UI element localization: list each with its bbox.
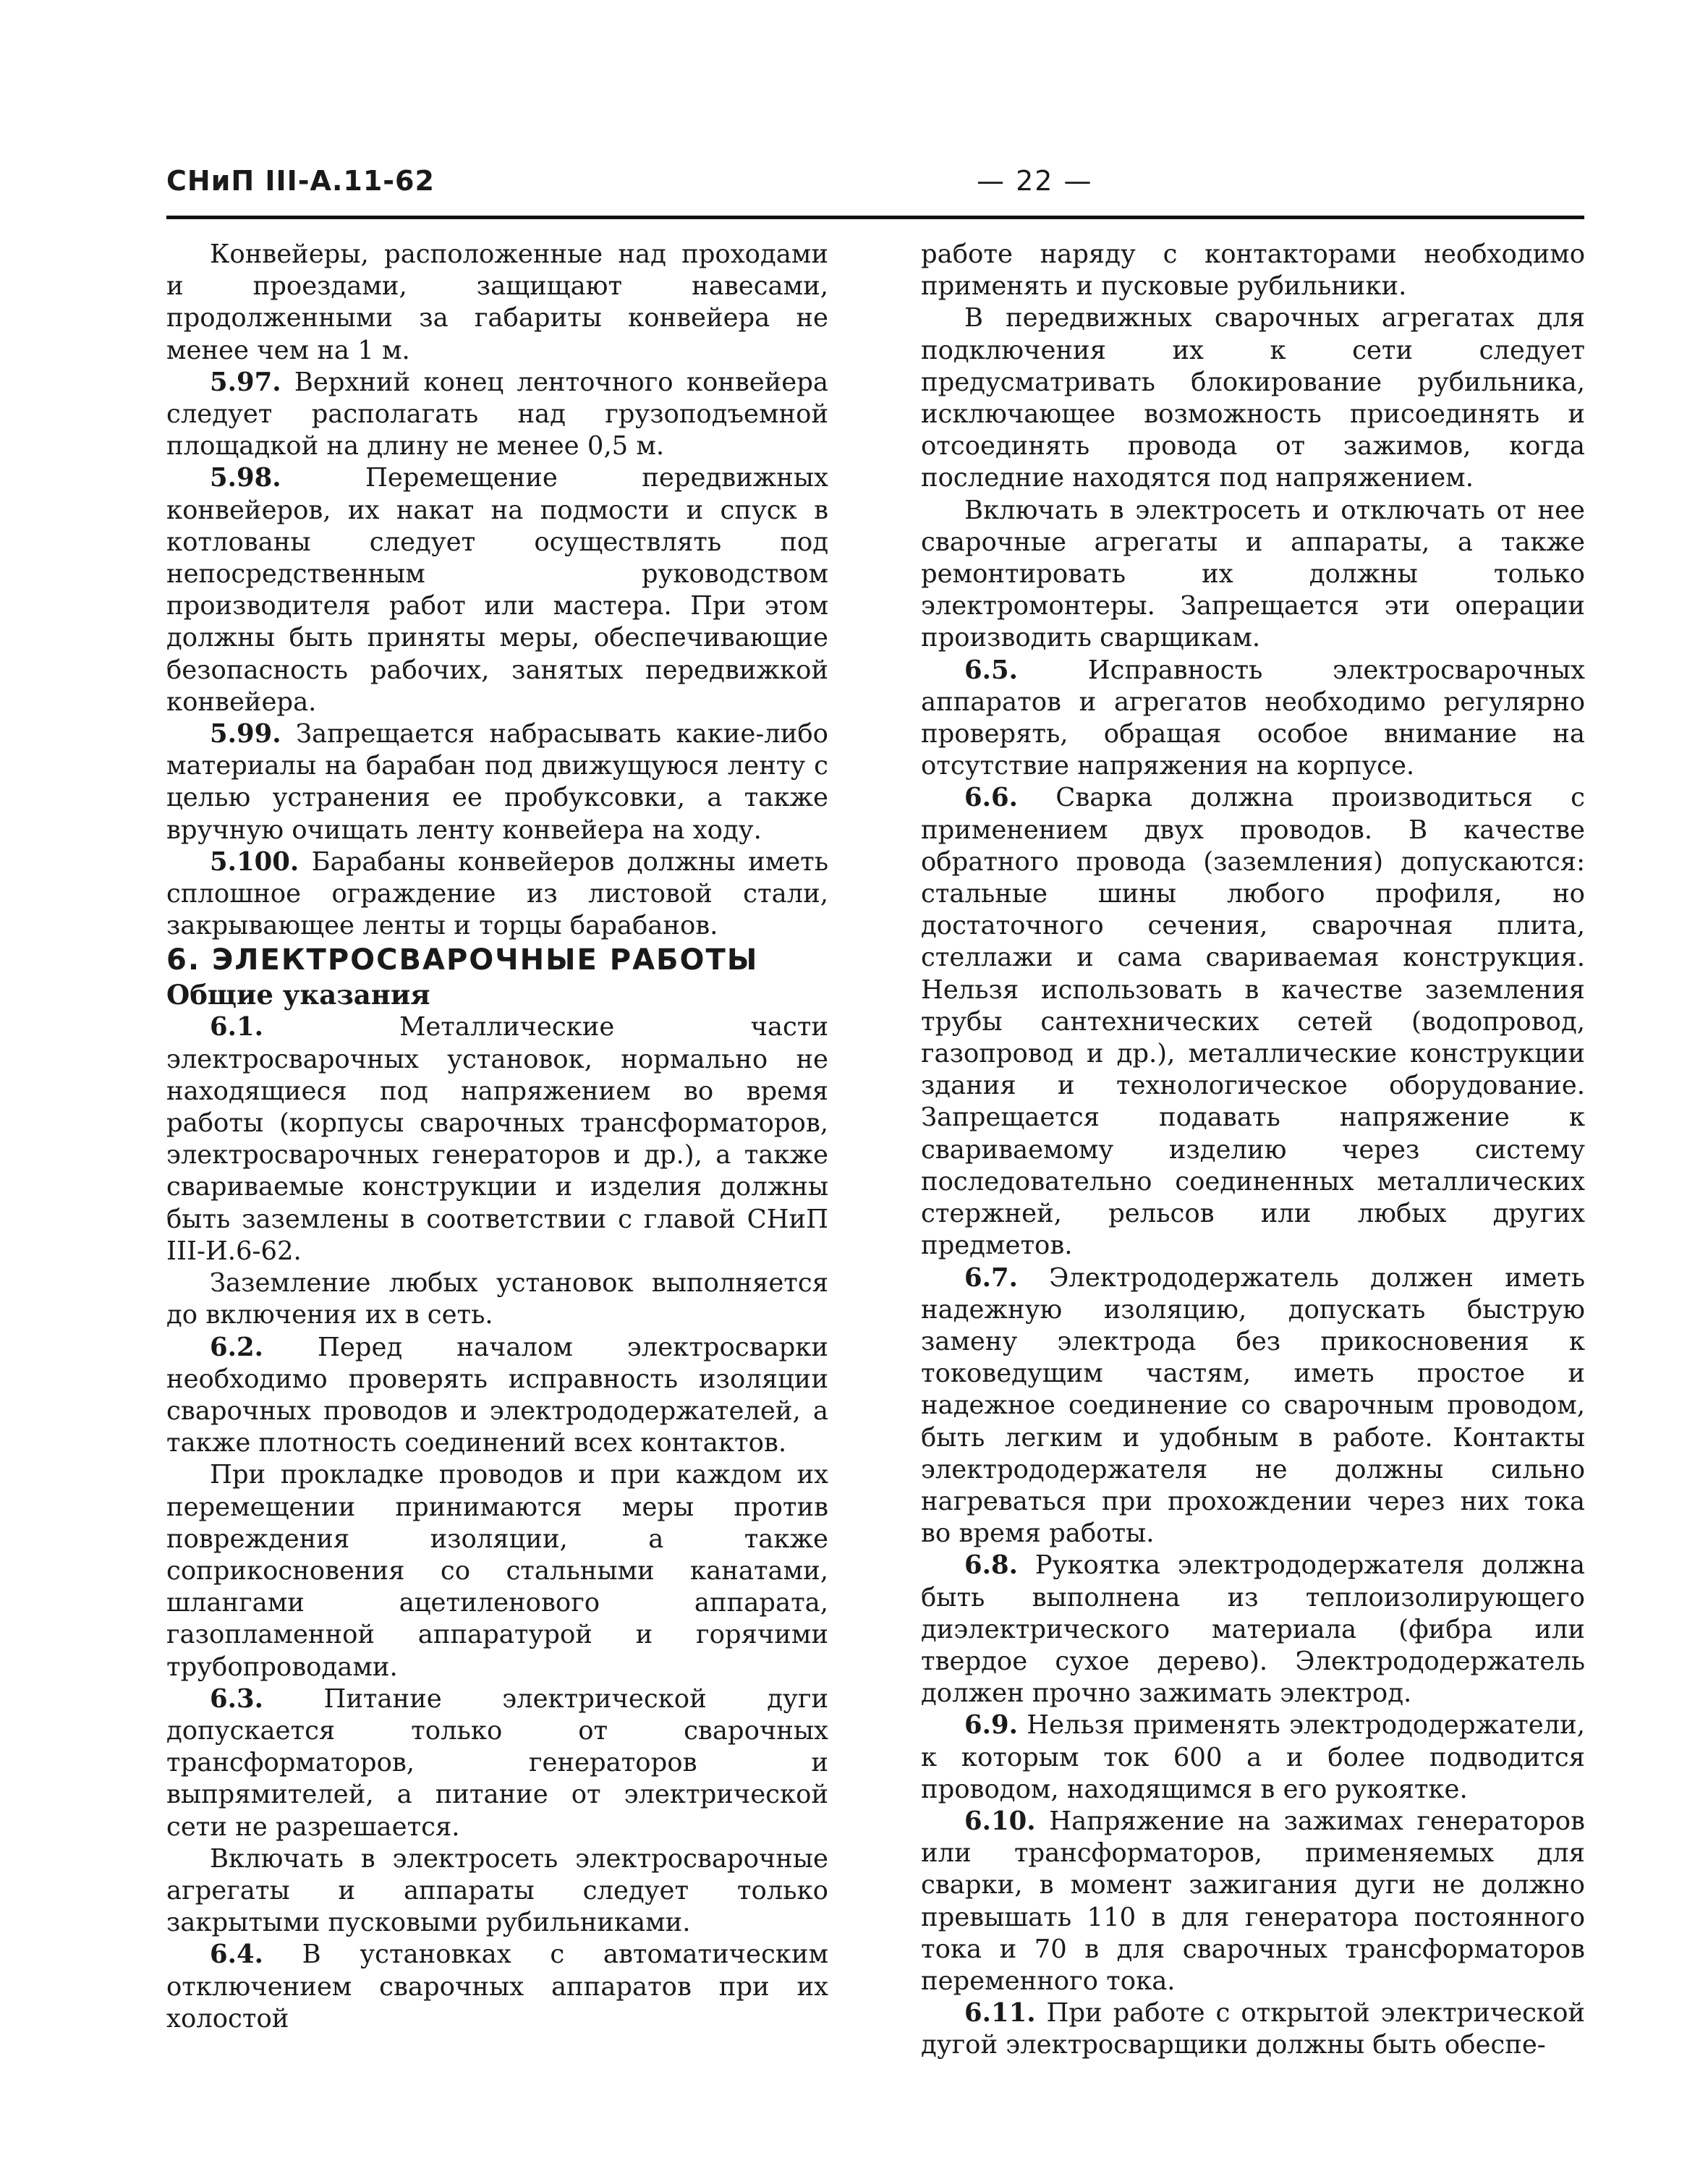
clause-text: Верхний конец ленточного конвейера следует располагать над грузоподъемной площадкой на длину не менее 0,5 м. bbox=[166, 367, 828, 462]
paragraph-6-4 bbox=[166, 1939, 828, 2035]
paragraph: При прокладке проводов и при каждом их перемещении принимаются меры против повреждения изоляции, а также соприкосновения со стальными канатами, шлангами ацетиленового аппарата, газопламенной аппаратурой и горячими трубопроводами. bbox=[166, 1460, 828, 1682]
clause-number: 5.100. bbox=[210, 846, 299, 877]
paragraph-5-100 bbox=[166, 846, 828, 943]
clause-number: 5.98. bbox=[210, 463, 281, 493]
paragraph: Конвейеры, расположенные над проходами и проездами, защищают навесами, продолженными за габариты конвейера не менее чем на 1 м. bbox=[166, 239, 828, 365]
clause-text: Питание электрической дуги допускается только от сварочных трансформаторов, генераторов и выпрямителей, а питание от электрической сети не разрешается. bbox=[166, 1683, 828, 1842]
paragraph-6-5 bbox=[921, 655, 1585, 783]
paragraph-5-97 bbox=[166, 367, 828, 463]
clause-text: Сварка должна производиться с применением двух проводов. В качестве обратного провода (заземления) допускаются: стальные шины любого профиля, но достаточного сечения, сварочная плита, стеллажи и сама свариваемая конструкция. Нельзя использовать в качестве заземления трубы сантехнических сетей (водопровод, газопровод и др.), металлические конструкции здания и технологическое оборудование. Запрещается подавать напряжение к свариваемому изделию через систему последовательно соединенных металлических стержней, рельсов или любых других предметов. bbox=[921, 783, 1585, 1261]
left-column bbox=[166, 239, 828, 2035]
right-column bbox=[921, 239, 1585, 2062]
clause-number: 6.5. bbox=[964, 655, 1018, 685]
clause-text: Металлические части электросварочных установок, нормально не находящиеся под напряжением во время работы (корпусы сварочных трансформаторов, электросварочных генераторов и др.), а также свариваемые конструкции и изделия должны быть заземлены в соответствии с главой СНиП III-И.6-62. bbox=[166, 1012, 828, 1266]
clause-number: 6.9. bbox=[964, 1710, 1018, 1741]
clause-text: В установках с автоматическим отключением сварочных аппаратов при их холостой bbox=[166, 1940, 828, 2034]
clause-number: 5.99. bbox=[210, 719, 281, 749]
clause-number: 5.97. bbox=[210, 367, 281, 397]
page-number: — 22 — bbox=[977, 165, 1093, 197]
paragraph: Включать в электросеть электросварочные агрегаты и аппараты следует только закрытыми пусковыми рубильниками. bbox=[166, 1843, 828, 1938]
clause-number: 6.11. bbox=[964, 1998, 1036, 2029]
clause-number: 6.1. bbox=[210, 1012, 263, 1042]
clause-text: Барабаны конвейеров должны иметь сплошное ограждение из листовой стали, закрывающее ленты и торцы барабанов. bbox=[166, 846, 828, 941]
section-title: 6. ЭЛЕКТРОСВАРОЧНЫЕ РАБОТЫ bbox=[166, 943, 759, 977]
clause-text: Перед началом электросварки необходимо проверять исправность изоляции сварочных проводов и электрододержателей, а также плотность соединений всех контактов. bbox=[166, 1332, 828, 1458]
paragraph: Заземление любых установок выполняется до включения их в сеть. bbox=[166, 1268, 828, 1330]
clause-text: Перемещение передвижных конвейеров, их накат на подмости и спуск в котлованы следует осуществлять под непосредственным руководством производителя работ или мастера. При этом должны быть приняты меры, обеспечивающие безопасность рабочих, занятых передвижкой конвейера. bbox=[166, 463, 828, 717]
clause-text: Электрододержатель должен иметь надежную изоляцию, допускать быструю замену электрода без прикосновения к токоведущим частям, иметь простое и надежное соединение со сварочным проводом, быть легким и удобным в работе. Контакты электрододержателя не должны сильно нагреваться при прохождении через них тока во время работы. bbox=[921, 1262, 1585, 1549]
paragraph-6-7 bbox=[921, 1262, 1585, 1550]
clause-text: Рукоятка электрододержателя должна быть выполнена из теплоизолирующего диэлектрического материала (фибра или твердое сухое дерево). Электрододержатель должен прочно зажимать электрод. bbox=[921, 1550, 1585, 1709]
clause-text: Исправность электросварочных аппаратов и агрегатов необходимо регулярно проверять, обращая особое внимание на отсутствие напряжения на корпусе. bbox=[921, 655, 1585, 781]
clause-number: 6.7. bbox=[964, 1262, 1018, 1293]
paragraph-5-98 bbox=[166, 462, 828, 718]
paragraph: Включать в электросеть и отключать от нее сварочные агрегаты и аппараты, а также ремонтировать их должны только электромонтеры. Запрещается эти операции производить сварщикам. bbox=[921, 495, 1585, 653]
clause-number: 6.3. bbox=[210, 1683, 263, 1714]
clause-number: 6.4. bbox=[210, 1940, 263, 1970]
paragraph-5-99 bbox=[166, 718, 828, 846]
paragraph-6-10 bbox=[921, 1806, 1585, 1997]
paragraph-6-1 bbox=[166, 1011, 828, 1267]
paragraph-6-11 bbox=[921, 1997, 1585, 2061]
page-header bbox=[166, 158, 1584, 219]
clause-text: При работе с открытой электрической дугой электросварщики должны быть обеспе- bbox=[921, 1998, 1585, 2060]
clause-number: 6.6. bbox=[964, 783, 1018, 813]
paragraph-6-3 bbox=[166, 1683, 828, 1843]
paragraph: В передвижных сварочных агрегатах для подключения их к сети следует предусматривать блокирование рубильника, исключающее возможность присоединять и отсоединять провода от зажимов, когда последние находятся под напряжением. bbox=[921, 303, 1585, 493]
paragraph-6-8 bbox=[921, 1550, 1585, 1709]
clause-number: 6.10. bbox=[964, 1806, 1036, 1836]
clause-number: 6.8. bbox=[964, 1550, 1018, 1581]
clause-number: 6.2. bbox=[210, 1332, 263, 1362]
clause-text: Напряжение на зажимах генераторов или трансформаторов, применяемых для сварки, в момент зажигания дуги не должно превышать 110 в для генератора постоянного тока и 70 в для сварочных трансформаторов переменного тока. bbox=[921, 1806, 1585, 1996]
document-code: СНиП III-А.11-62 bbox=[166, 165, 435, 197]
paragraph-continued: работе наряду с контакторами необходимо применять и пусковые рубильники. bbox=[921, 239, 1585, 302]
clause-text: Нельзя применять электрододержатели, к которым ток 600 а и более подводится проводом, находящимся в его рукоятке. bbox=[921, 1710, 1585, 1804]
subsection-title: Общие указания bbox=[166, 979, 430, 1011]
clause-text: Запрещается набрасывать какие-либо материалы на барабан под движущуюся ленту с целью устранения ее пробуксовки, а также вручную очищать ленту конвейера на ходу. bbox=[166, 719, 828, 845]
paragraph-6-2 bbox=[166, 1332, 828, 1460]
paragraph-6-9 bbox=[921, 1709, 1585, 1806]
paragraph-6-6 bbox=[921, 782, 1585, 1262]
